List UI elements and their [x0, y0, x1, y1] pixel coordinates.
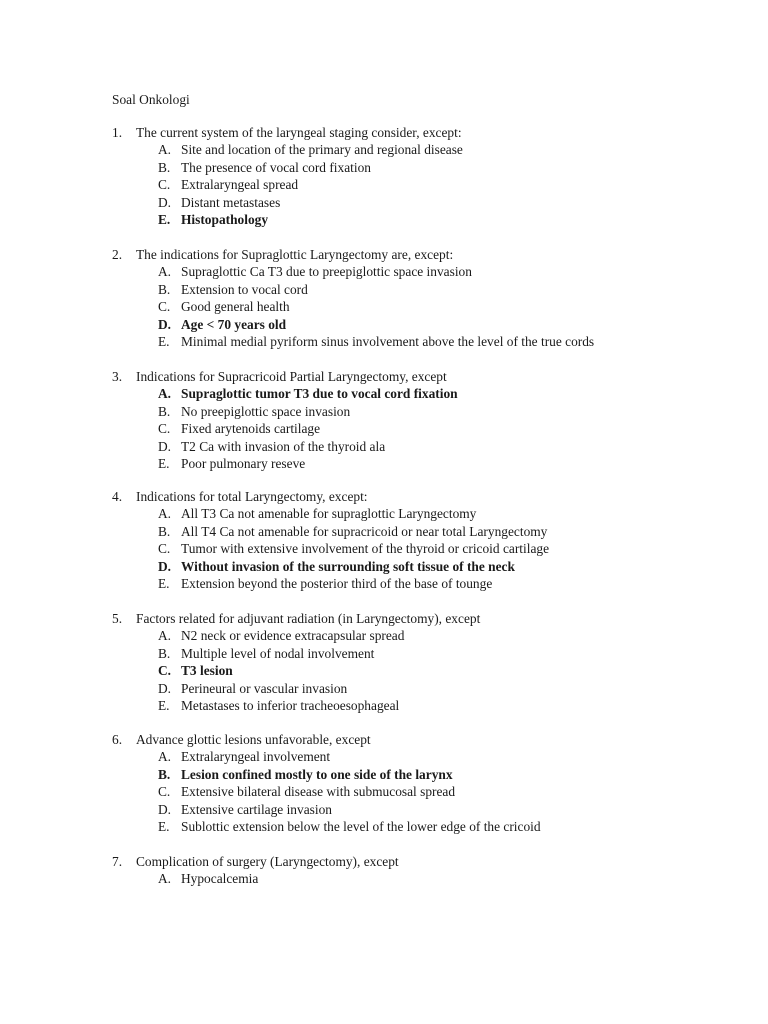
option-text: Fixed arytenoids cartilage: [181, 421, 321, 437]
answer-option-e: [0, 818, 768, 835]
question-number: 1.: [112, 125, 123, 140]
option-text: T2 Ca with invasion of the thyroid ala: [181, 438, 386, 454]
document-title: Soal Onkologi: [112, 92, 190, 107]
answer-option-c-correct: [0, 662, 768, 679]
option-text: N2 neck or evidence extracapsular spread: [181, 628, 405, 644]
answer-option-e: [0, 575, 768, 592]
option-text: Supraglottic Ca T3 due to preepiglottic space invasion: [181, 264, 472, 280]
answer-option-c: [0, 420, 768, 437]
question-stem: [0, 368, 768, 385]
answer-option-b: [0, 645, 768, 662]
option-letter: C.: [158, 784, 171, 800]
answer-option-b: [0, 281, 768, 298]
option-text: Good general health: [181, 299, 290, 315]
option-text: All T3 Ca not amenable for supraglottic Laryngectomy: [181, 506, 477, 522]
answer-option-c: [0, 540, 768, 557]
option-letter: C.: [158, 299, 171, 315]
question-7: [0, 853, 768, 888]
question-number: 5.: [112, 611, 123, 626]
answer-option-b-correct: [0, 766, 768, 783]
question-number: 7.: [112, 854, 123, 869]
question-stem: [0, 731, 768, 748]
question-stem: [0, 488, 768, 505]
option-letter: D.: [158, 558, 172, 574]
answer-option-e: [0, 333, 768, 350]
answer-option-d: [0, 801, 768, 818]
option-text: Metastases to inferior tracheoesophageal: [181, 697, 400, 713]
answer-option-a: [0, 627, 768, 644]
answer-option-a: [0, 263, 768, 280]
question-text: Advance glottic lesions unfavorable, except: [136, 732, 371, 747]
question-2: [0, 246, 768, 350]
option-letter: B.: [158, 523, 171, 539]
question-number: 6.: [112, 732, 123, 747]
option-text: Supraglottic tumor T3 due to vocal cord fixation: [181, 386, 458, 402]
option-text: Lesion confined mostly to one side of the larynx: [181, 766, 453, 782]
question-text: The indications for Supraglottic Laryngectomy are, except:: [136, 247, 454, 262]
answer-option-a-correct: [0, 385, 768, 402]
option-letter: A.: [158, 386, 172, 402]
question-stem: [0, 246, 768, 263]
option-text: Hypocalcemia: [181, 871, 259, 887]
answer-option-a: [0, 505, 768, 522]
option-text: Extralaryngeal spread: [181, 177, 299, 193]
answer-option-a: [0, 141, 768, 158]
option-text: Extension beyond the posterior third of the base of tounge: [181, 575, 493, 591]
question-stem: [0, 610, 768, 627]
option-letter: C.: [158, 177, 171, 193]
option-letter: E.: [158, 697, 170, 713]
option-letter: D.: [158, 316, 172, 332]
option-letter: C.: [158, 541, 171, 557]
question-number: 3.: [112, 369, 123, 384]
question-text: Complication of surgery (Laryngectomy), except: [136, 854, 399, 869]
option-text: Extensive bilateral disease with submucosal spread: [181, 784, 456, 800]
answer-option-d-correct: [0, 316, 768, 333]
option-text: Histopathology: [181, 211, 269, 227]
question-text: Factors related for adjuvant radiation (in Laryngectomy), except: [136, 611, 481, 626]
answer-option-e: [0, 697, 768, 714]
option-letter: E.: [158, 455, 170, 471]
option-text: Extralaryngeal involvement: [181, 749, 331, 765]
answer-option-b: [0, 159, 768, 176]
option-text: Multiple level of nodal involvement: [181, 645, 375, 661]
option-letter: C.: [158, 421, 171, 437]
option-text: No preepiglottic space invasion: [181, 403, 351, 419]
question-text: Indications for total Laryngectomy, except:: [136, 489, 368, 504]
option-letter: D.: [158, 438, 172, 454]
answer-option-c: [0, 176, 768, 193]
option-letter: B.: [158, 281, 171, 297]
answer-option-b: [0, 403, 768, 420]
option-text: Tumor with extensive involvement of the thyroid or cricoid cartilage: [181, 541, 550, 557]
option-letter: A.: [158, 749, 172, 765]
option-text: Minimal medial pyriform sinus involvement above the level of the true cords: [181, 333, 595, 349]
option-text: Without invasion of the surrounding soft tissue of the neck: [181, 558, 515, 574]
option-letter: D.: [158, 194, 172, 210]
answer-option-a: [0, 870, 768, 887]
option-text: Distant metastases: [181, 194, 281, 210]
answer-option-c: [0, 298, 768, 315]
question-text: The current system of the laryngeal staging consider, except:: [136, 125, 462, 140]
option-letter: E.: [158, 333, 170, 349]
option-letter: D.: [158, 801, 172, 817]
option-letter: D.: [158, 680, 172, 696]
option-letter: A.: [158, 628, 172, 644]
option-letter: B.: [158, 159, 171, 175]
answer-option-d: [0, 438, 768, 455]
question-4: [0, 488, 768, 592]
question-number: 2.: [112, 247, 123, 262]
option-letter: A.: [158, 264, 172, 280]
question-6: [0, 731, 768, 835]
question-text: Indications for Supracricoid Partial Laryngectomy, except: [136, 369, 447, 384]
answer-option-a: [0, 748, 768, 765]
option-letter: A.: [158, 142, 172, 158]
question-number: 4.: [112, 489, 123, 504]
answer-option-e: [0, 455, 768, 472]
answer-option-e-correct: [0, 211, 768, 228]
question-1: [0, 124, 768, 228]
option-text: All T4 Ca not amenable for supracricoid or near total Laryngectomy: [181, 523, 548, 539]
option-letter: B.: [158, 645, 171, 661]
question-stem: [0, 853, 768, 870]
option-letter: B.: [158, 766, 171, 782]
option-text: Perineural or vascular invasion: [181, 680, 348, 696]
option-letter: E.: [158, 211, 171, 227]
option-letter: E.: [158, 575, 170, 591]
answer-option-d: [0, 194, 768, 211]
option-letter: C.: [158, 663, 172, 679]
answer-option-d-correct: [0, 558, 768, 575]
option-letter: B.: [158, 403, 171, 419]
question-stem: [0, 124, 768, 141]
option-text: Extensive cartilage invasion: [181, 801, 332, 817]
option-text: The presence of vocal cord fixation: [181, 159, 371, 175]
answer-option-d: [0, 680, 768, 697]
answer-option-c: [0, 783, 768, 800]
option-text: Poor pulmonary reseve: [181, 455, 306, 471]
option-text: Extension to vocal cord: [181, 281, 308, 297]
question-5: [0, 610, 768, 714]
option-letter: A.: [158, 506, 172, 522]
question-3: [0, 368, 768, 472]
option-text: Age < 70 years old: [181, 316, 287, 332]
option-text: T3 lesion: [181, 663, 233, 679]
option-text: Site and location of the primary and regional disease: [181, 142, 463, 158]
option-letter: A.: [158, 871, 172, 887]
answer-option-b: [0, 523, 768, 540]
option-letter: E.: [158, 818, 170, 834]
option-text: Sublottic extension below the level of the lower edge of the cricoid: [181, 818, 541, 834]
